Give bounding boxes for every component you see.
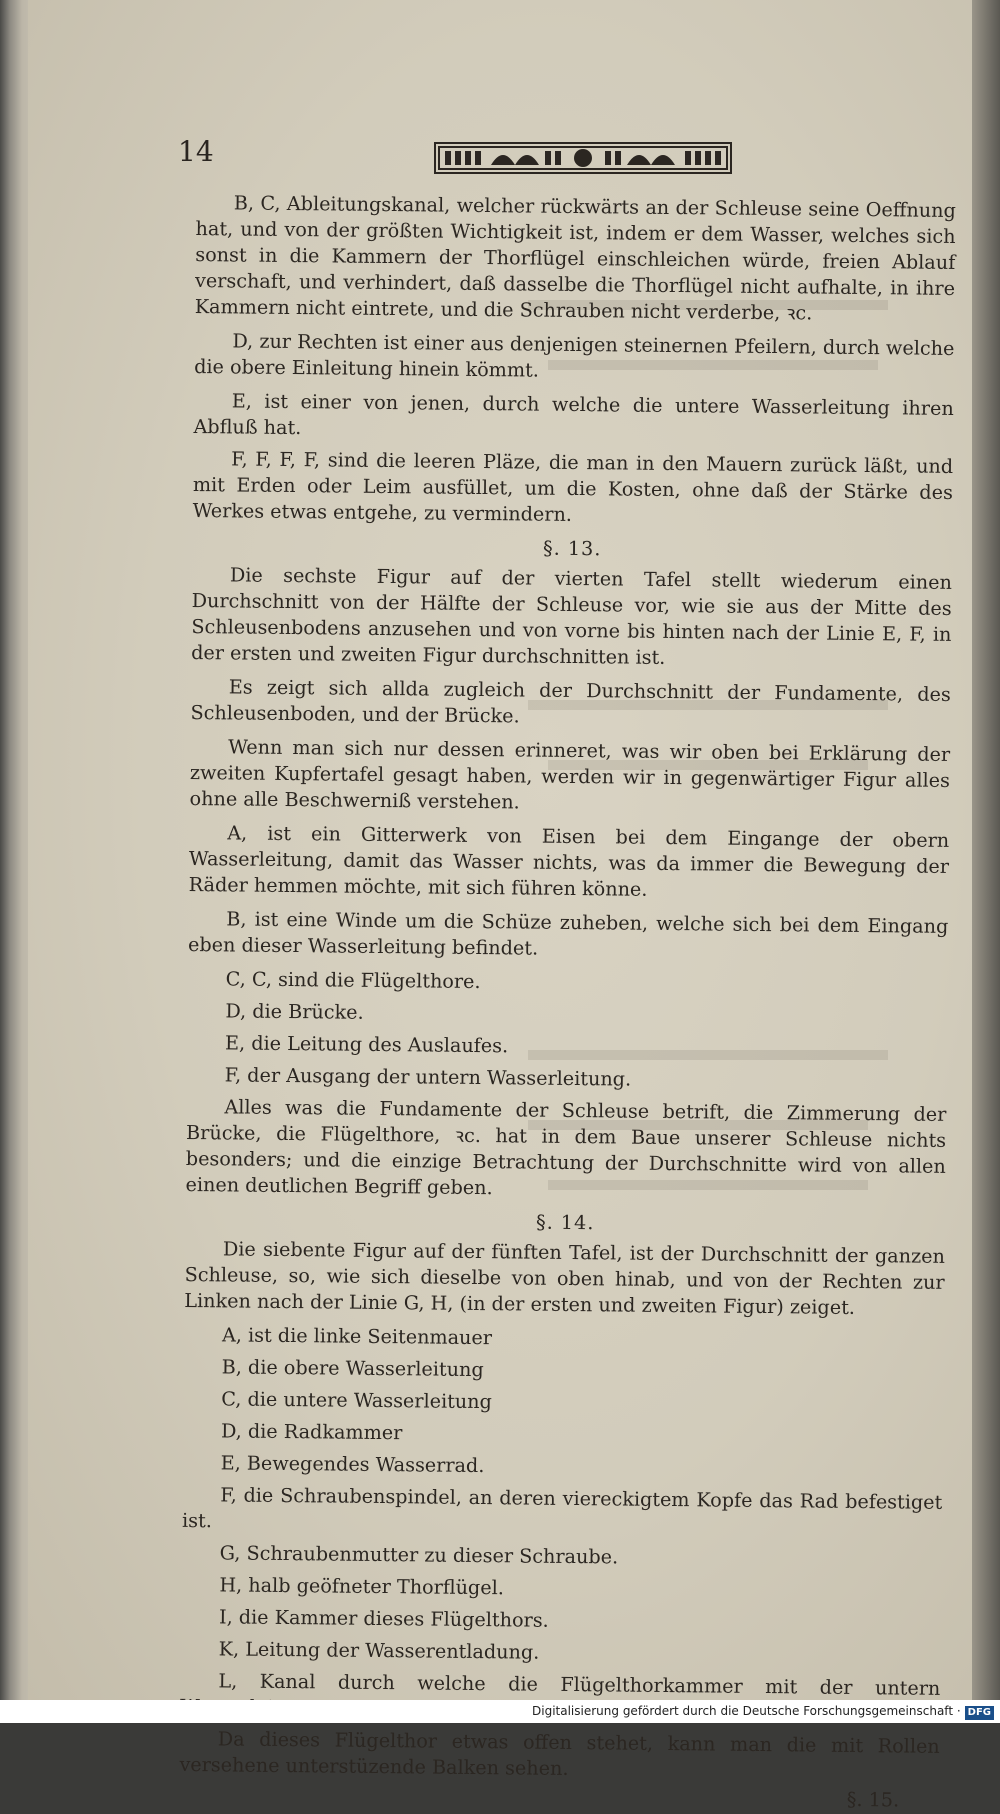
- list-item: C, die untere Wasserleitung: [221, 1387, 492, 1414]
- list-item: D, die Brücke.: [225, 999, 364, 1024]
- body-text: [179, 190, 956, 1814]
- dfg-logo: DFG: [965, 1706, 994, 1720]
- list-item: K, Leitung der Wasserentladung.: [218, 1637, 540, 1664]
- list-item: F, der Ausgang der untern Wasserleitung.: [224, 1063, 632, 1091]
- paragraph-a-grating: A, ist ein Gitterwerk von Eisen bei dem Eingange der obern Wasserleitung, damit das Wasser nichts, was da immer die Bewegung der Räder hemmen möchte, mit sich führen könne.: [188, 821, 950, 901]
- paragraph-second-plate: Wenn man sich nur dessen erinneret, was wir oben bei Erklärung der zweiten Kupfertafel gesagt haben, werden wir in gegenwärtiger Figur alles ohne alle Beschwerniß verstehen.: [189, 735, 951, 814]
- list-item: C, C, sind die Flügelthore.: [225, 967, 481, 994]
- paragraph-d-pillar: D, zur Rechten ist einer aus denjenigen steinernen Pfeilern, durch welche die obere Einleitung hinein kömmt.: [194, 329, 955, 382]
- paragraph-sixth-figure: Die sechste Figur auf der vierten Tafel stellt wiederum einen Durchschnitt von der Hälfte der Schleuse vor, wie sie aus der Mitte des Schleusenbodens anzusehen und von vorne bis hinten nach der Linie E, F, in der ersten und zweiten Figur durchschnitten ist.: [191, 563, 953, 669]
- section-heading-13: §. 13.: [542, 536, 602, 561]
- digitization-footer: [0, 1700, 1000, 1723]
- paragraph-closing: Da dieses Flügelthor etwas offen stehet, kann man die mit Rollen versehene unterstüzende Balken sehen.: [179, 1727, 940, 1780]
- paragraph-b-c: B, C, Ableitungskanal, welcher rückwärts an der Schleuse seine Oeffnung hat, und von der größten Wichtigkeit ist, indem er dem Wasser, welches sich sonst in die Kammern der Thorflügel einschleichen würde, freien Ablauf verschaft, und verhindert, daß dasselbe die Thorflügel nicht aufhalte, in ihre Kammern nicht eintrete, und die Schrauben nicht verderbe, ꝛc.: [194, 191, 956, 325]
- list-item: I, die Kammer dieses Flügelthors.: [218, 1605, 549, 1632]
- list-item: D, die Radkammer: [220, 1419, 403, 1445]
- paragraph-foundations: Es zeigt sich allda zugleich der Durchschnitt der Fundamente, des Schleusenboden, und der Brücke.: [190, 675, 951, 728]
- list-item: L, Kanal durch welche die Flügelthorkammer mit der untern: [218, 1669, 941, 1700]
- paragraph-b-winch: B, ist eine Winde um die Schüze zuheben, welche sich bei dem Eingang eben dieser Wasserleitung befindet.: [187, 907, 949, 960]
- list-item: H, halb geöfneter Thorflügel.: [219, 1573, 504, 1600]
- footer-text: Digitalisierung gefördert durch die Deutsche Forschungsgemeinschaft ·: [532, 1704, 961, 1718]
- header-ornament-icon: [433, 135, 733, 181]
- paragraph-seventh-figure: Die siebente Figur auf der fünften Tafel, ist der Durchschnitt der ganzen Schleuse, so, wie sich dieselbe von oben hinab, und von der Rechten zur Linken nach der Linie G, H, (in der ersten und zweiten Figur) zeiget.: [184, 1237, 945, 1319]
- paragraph-f-spaces: F, F, F, F, sind die leeren Pläze, die man in den Mauern zurück läßt, und mit Erden oder Leim ausfüllet, um die Kosten, ohne daß der Stärke des Werkes etwas entgehe, zu vermindern.: [192, 447, 954, 526]
- list-item: E, die Leitung des Auslaufes.: [224, 1031, 509, 1058]
- list-item: G, Schraubenmutter zu dieser Schraube.: [219, 1541, 619, 1569]
- list-item: A, ist die linke Seitenmauer: [221, 1323, 493, 1350]
- paragraph-fundamente: Alles was die Fundamente der Schleuse betrift, die Zimmerung der Brücke, die Flügelthore, ꝛc. hat in dem Baue unserer Schleuse nichts besonders; und die einzige Betrachtung der Durchschnitte wird von allen einen deutlichen Begriff geben.: [185, 1095, 947, 1200]
- page-number: 14: [178, 135, 214, 168]
- catchword: §. 15.: [846, 1787, 900, 1812]
- list-item: B, die obere Wasserleitung: [221, 1355, 484, 1382]
- list-item: E, Bewegendes Wasserrad.: [220, 1451, 485, 1478]
- paragraph-e-outflow: E, ist einer von jenen, durch welche die untere Wasserleitung ihren Abfluß hat.: [193, 389, 954, 440]
- section-heading-14: §. 14.: [535, 1210, 595, 1235]
- list-item: F, die Schraubenspindel, an deren viereckigtem Kopfe das Rad befestiget ist.: [181, 1483, 943, 1533]
